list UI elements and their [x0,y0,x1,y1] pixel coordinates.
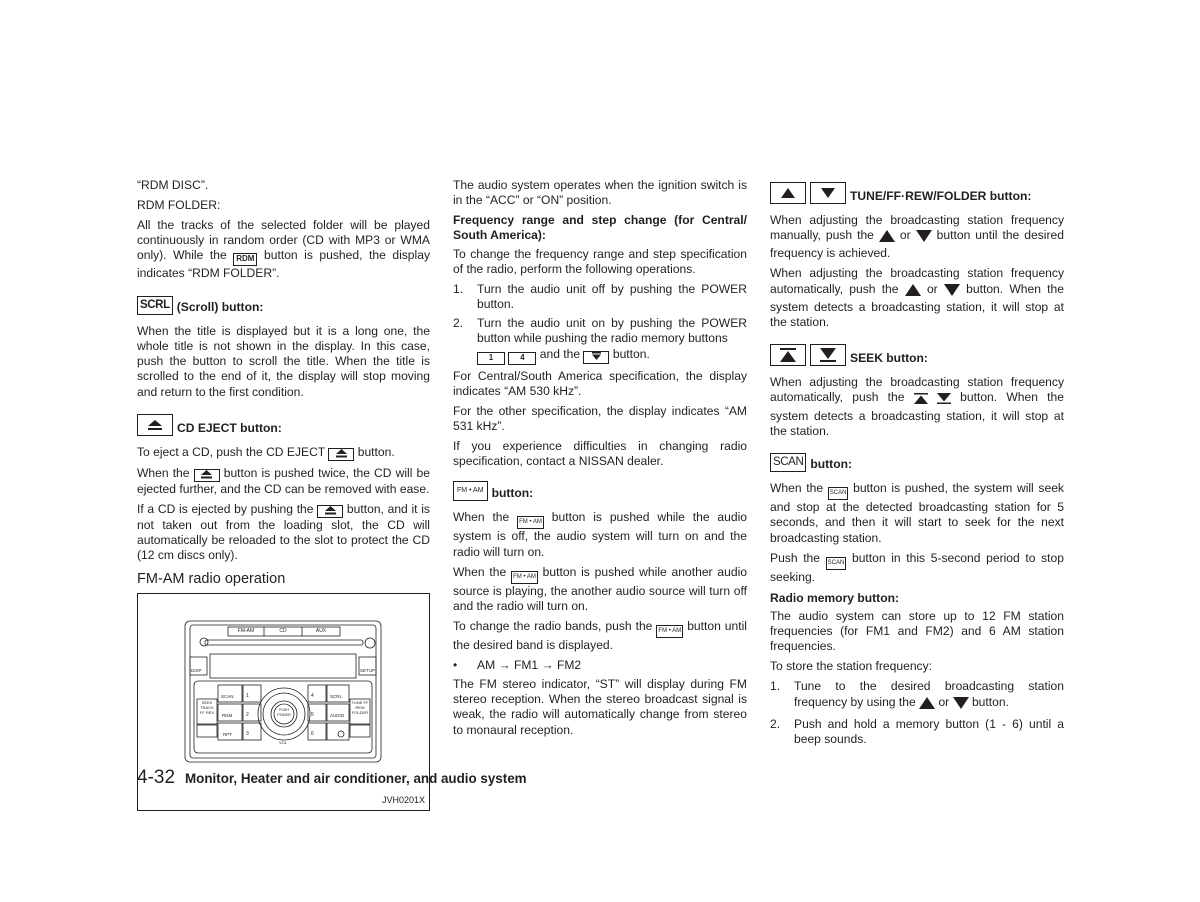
preset-1: 1 [246,693,249,700]
fm-am-para-2: When the FM • AM button is pushed while another audio source is playing, the another audio source will turn off and the radio will turn on. [453,564,747,613]
eject-para-2: When the button is pushed twice, the CD will be ejected further, and the CD can be removed with ease. [137,465,430,496]
freq-intro: To change the frequency range and step specification of the radio, perform the following operations. [453,246,747,276]
scan-para-1: When the SCAN button is pushed, the system will seek and stop at the detected broadcasting station for 5 seconds, and then it will start to seek for the next broadcasting station. [770,481,1064,545]
tune-para-1: When adjusting the broadcasting station frequency manually, push the or button until the desired frequency is achieved. [770,213,1064,261]
down-arrow-icon [583,351,609,364]
rdm-disc-text: “RDM DISC”. [137,178,209,192]
scan-heading: SCAN button: [770,453,1064,472]
chapter-title: Monitor, Heater and air conditioner, and audio system [185,771,527,786]
setup-button-label: SETUP [360,668,376,674]
rdm-button-icon: RDM [233,253,257,266]
memory-para: The audio system can store up to 12 FM station frequencies (for FM1 and FM2) and 6 AM station frequencies. [770,609,1064,654]
eject-para-1: To eject a CD, push the CD EJECT button. [137,444,395,459]
eject-icon [194,469,220,482]
section-title: FM-AM radio operation [137,571,286,588]
page-number: 4-32 [137,767,176,788]
central-america-spec: For Central/South America specification, the display indicates “AM 530 kHz”. [453,368,747,398]
seek-up-icon [914,393,928,408]
preset-5: 5 [311,712,314,719]
down-arrow-icon [953,697,969,713]
up-arrow-icon [919,697,935,713]
seek-down-icon [937,393,951,408]
ignition-text: The audio system operates when the ignition switch is in the “ACC” or “ON” position. [453,178,747,208]
scan-button-icon: SCAN [826,557,847,570]
column-right [770,178,1064,751]
column-middle [453,178,747,743]
other-spec: For the other specification, the display indicates “AM 531 kHz”. [453,403,747,434]
dealer-text: If you experience difficulties in changing radio specification, contact a NISSAN dealer. [453,439,747,469]
disp-button-label: DISP [191,668,202,674]
tab-fm-am: FM-AM [237,628,255,635]
page-footer [137,767,527,789]
eject-para-3: If a CD is ejected by pushing the button, and it is not taken out from the loading slot, the CD will automatically be reloaded to the slot to protect the CD (12 cm discs only). [137,501,430,563]
tune-para-2: When adjusting the broadcasting station frequency automatically, push the or button. When the system detects a broadcasting station, it will stop at the station. [770,266,1064,330]
scan-button-icon: SCAN [770,453,806,472]
down-arrow-icon [810,182,846,204]
fm-am-button-icon: FM • AM [511,571,538,584]
scrl-description: When the title is displayed but it is a long one, the whole title is not shown in the display. In this case, push the button to scroll the title. When the title is scrolled to the end of it, the display will stop moving and return to the first condition. [137,323,430,399]
scan-button-label: SCAN [221,694,234,700]
tab-cd: CD [279,628,287,635]
tab-aux: AUX [315,628,327,635]
eject-icon [317,505,343,518]
list-item: 1. Tune to the desired broadcasting station frequency by using the or button. [770,679,1064,712]
rpt-button-label: RPT [223,732,232,738]
up-arrow-icon [879,230,895,246]
list-item: 2. Push and hold a memory button (1 - 6) until a beep sounds. [770,716,1064,747]
audio-button-label: AUDIO [330,713,345,719]
tune-button-label: TUNE FF REW FOLDER [351,700,369,716]
eject-icon [328,448,354,461]
fm-am-button-icon: FM • AM [453,481,488,501]
memory-heading: Radio memory button: [770,590,899,605]
rdm-folder-label: RDM FOLDER: [137,198,221,212]
up-arrow-icon [905,284,921,300]
freq-heading: Frequency range and step change (for Central/ South America): [453,213,747,243]
scrl-button-label: SCRL [330,694,343,700]
up-arrow-icon [770,182,806,204]
down-arrow-icon [916,230,932,246]
fm-am-heading: FM • AM button: [453,481,747,501]
figure-caption: JVH0201X [381,795,425,806]
preset-3: 3 [246,731,249,738]
memory-key-4: 4 [508,352,536,365]
seek-button-label: SEEK TRACK FF REV [199,700,215,716]
tune-heading: TUNE/FF·REW/FOLDER button: [770,182,1064,204]
band-sequence: • AM → FM1 → FM2 [453,657,582,672]
preset-4: 4 [311,693,314,700]
rdm-description: All the tracks of the selected folder will be played continuously in random order (CD with MP3 or WMA only). While the RDM button is pushed, the display indicates “RDM FOLDER”. [137,218,430,281]
preset-2: 2 [246,712,249,719]
scan-para-2: Push the SCAN button in this 5-second period to stop seeking. [770,550,1064,584]
stereo-text: The FM stereo indicator, “ST” will display during FM stereo reception. When the stereo broadcast signal is weak, the radio will automatically change from stereo to monaural reception. [453,677,747,737]
seek-heading: SEEK button: [770,344,1064,366]
source-tabs [228,627,340,636]
power-knob-label: PUSH POWER [277,708,291,717]
list-item: 1. Turn the audio unit off by pushing the POWER button. [453,281,747,312]
scrl-heading: SCRL (Scroll) button: [137,296,430,315]
seek-para: When adjusting the broadcasting station frequency automatically, push the button. When the system detects a broadcasting station, it will stop at the station. [770,375,1064,438]
vol-label: VOL [279,740,288,746]
rdm-button-label: RDM [222,713,233,719]
eject-icon [137,414,173,436]
memory-key-1: 1 [477,352,505,365]
list-item: 2. Turn the audio unit on by pushing the POWER button while pushing the radio memory buttons 1 4 and the button. [453,316,747,364]
scrl-button-icon: SCRL [137,296,173,315]
fm-am-para-1: When the FM • AM button is pushed while the audio system is off, the audio system will turn on and the radio will turn on. [453,510,748,559]
preset-6: 6 [311,731,314,738]
cd-eject-heading: CD EJECT button: [137,414,430,436]
fm-am-para-3: To change the radio bands, push the FM • AM button until the desired band is displayed. [453,618,747,652]
memory-store-label: To store the station frequency: [770,659,933,674]
seek-up-icon [770,344,806,366]
seek-down-icon [810,344,846,366]
column-left [137,178,430,811]
fm-am-button-icon: FM • AM [517,516,544,529]
scan-button-icon: SCAN [828,487,849,500]
fm-am-button-icon: FM • AM [656,625,683,638]
down-arrow-icon [944,284,960,300]
